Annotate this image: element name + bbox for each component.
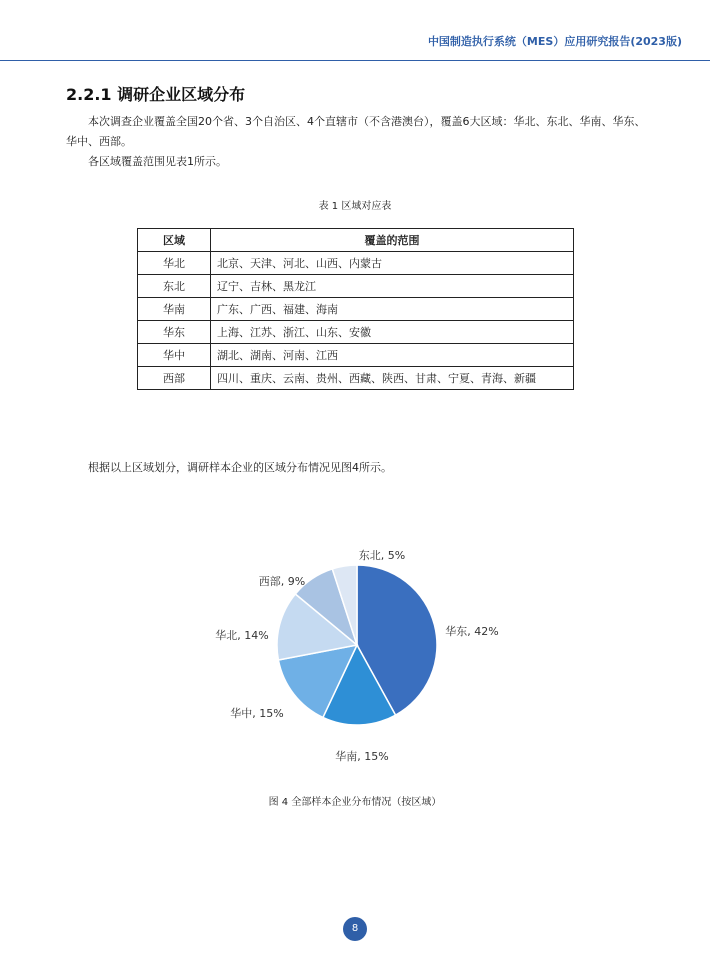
region-name: 华东 xyxy=(138,321,211,344)
region-coverage: 广东、广西、福建、海南 xyxy=(211,298,574,321)
header-coverage: 覆盖的范围 xyxy=(211,229,574,252)
table-reference-paragraph: 各区域覆盖范围见表1所示。 xyxy=(88,155,227,168)
region-name: 华北 xyxy=(138,252,211,275)
region-table xyxy=(137,228,574,390)
table-row xyxy=(138,321,574,344)
pie-label-1: 华东, 42% xyxy=(445,625,499,638)
region-name: 东北 xyxy=(138,275,211,298)
region-coverage: 上海、江苏、浙江、山东、安徽 xyxy=(211,321,574,344)
pie-label-6: 东北, 5% xyxy=(358,549,406,562)
table-caption: 表 1 区域对应表 xyxy=(318,201,392,212)
region-name: 华南 xyxy=(138,298,211,321)
figure-reference-paragraph: 根据以上区域划分，调研样本企业的区域分布情况见图4所示。 xyxy=(88,461,392,474)
region-pie-chart xyxy=(0,490,710,790)
region-name: 西部 xyxy=(138,367,211,390)
table-row xyxy=(138,344,574,367)
figure-caption: 图 4 全部样本企业分布情况（按区域） xyxy=(268,797,442,808)
page-number: 8 xyxy=(343,917,367,941)
report-header-title: 中国制造执行系统（MES）应用研究报告(2023版) xyxy=(427,35,682,48)
region-coverage: 湖北、湖南、河南、江西 xyxy=(211,344,574,367)
intro-paragraph: 本次调查企业覆盖全国20个省、3个自治区、4个直辖市（不含港澳台），覆盖6大区域：华北、东北、华南、华东、华中、西部。 xyxy=(66,115,646,148)
pie-label-3: 华中, 15% xyxy=(230,707,284,720)
section-title: 2.2.1 调研企业区域分布 xyxy=(66,85,246,104)
table-row xyxy=(138,367,574,390)
region-coverage: 辽宁、吉林、黑龙江 xyxy=(211,275,574,298)
table-row xyxy=(138,298,574,321)
pie-label-4: 华北, 14% xyxy=(215,629,269,642)
region-name: 华中 xyxy=(138,344,211,367)
header-region: 区域 xyxy=(138,229,211,252)
region-coverage: 四川、重庆、云南、贵州、西藏、陕西、甘肃、宁夏、青海、新疆 xyxy=(211,367,574,390)
header-divider xyxy=(0,60,710,61)
pie-label-2: 华南, 15% xyxy=(335,750,389,763)
table-row xyxy=(138,275,574,298)
table-header-row xyxy=(138,229,574,252)
region-coverage: 北京、天津、河北、山西、内蒙古 xyxy=(211,252,574,275)
table-row xyxy=(138,252,574,275)
pie-label-5: 西部, 9% xyxy=(258,575,306,588)
pie-slices xyxy=(277,565,437,725)
